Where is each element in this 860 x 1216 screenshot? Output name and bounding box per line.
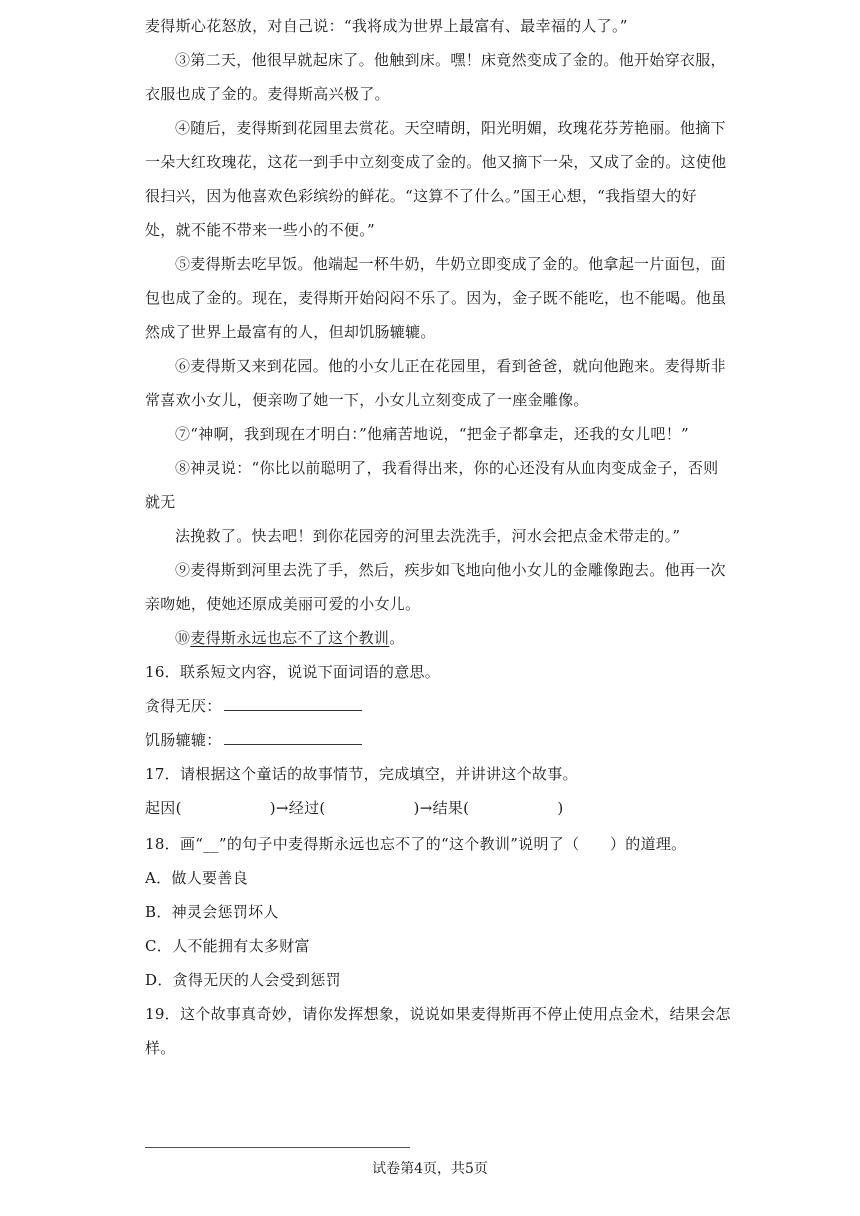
paragraph-10-end: 。 <box>389 629 405 647</box>
underlined-sentence: 麦得斯永远也忘不了这个教训 <box>190 629 390 647</box>
paragraph-8-line: ⑧神灵说：“你比以前聪明了，我看得出来，你的心还没有从血肉变成金子，否则 <box>175 459 719 477</box>
answer-blank[interactable] <box>224 696 362 711</box>
page-footer: 试卷第4页，共5页 <box>372 1161 488 1177</box>
paragraph-line: 然成了世界上最富有的人，但却饥肠辘辘。 <box>145 323 436 341</box>
question-16-item-1 <box>145 696 362 716</box>
paragraph-5-line: ⑤麦得斯去吃早饭。他端起一杯牛奶，牛奶立即变成了金的。他拿起一片面包，面 <box>175 255 726 273</box>
paragraph-9-line: ⑨麦得斯到河里去洗了手，然后，疾步如飞地向他小女儿的金雕像跑去。他再一次 <box>175 561 726 579</box>
option-a[interactable]: A．做人要善良 <box>145 869 248 887</box>
question-17-plot-chain <box>145 798 563 818</box>
question-18-title: 18．画“__”的句子中麦得斯永远也忘不了的“这个教训”说明了（ ）的道理。 <box>145 835 687 853</box>
paragraph-6-line: ⑥麦得斯又来到花园。他的小女儿正在花园里，看到爸爸，就向他跑来。麦得斯非 <box>175 357 726 375</box>
paragraph-4-line: ④随后，麦得斯到花园里去赏花。天空晴朗，阳光明媚，玫瑰花芬芳艳丽。他摘下 <box>175 119 726 137</box>
paragraph-10-number: ⑩ <box>175 629 191 647</box>
paragraph-line: 亲吻她，使她还原成美丽可爱的小女儿。 <box>145 595 421 613</box>
paragraph-line: 法挽救了。快去吧！到你花园旁的河里去洗洗手，河水会把点金术带走的。” <box>175 527 681 545</box>
paragraph-line: 常喜欢小女儿，便亲吻了她一下，小女儿立刻变成了一座金雕像。 <box>145 391 589 409</box>
paragraph-line: 处，就不能不带来一些小的不便。” <box>145 221 375 239</box>
paragraph-line: 衣服也成了金的。麦得斯高兴极了。 <box>145 85 390 103</box>
paragraph-3-line: ③第二天，他很早就起床了。他触到床。嘿！床竟然变成了金的。他开始穿衣服， <box>175 51 726 69</box>
answer-blank[interactable] <box>224 730 362 745</box>
option-b[interactable]: B．神灵会惩罚坏人 <box>145 903 279 921</box>
close-paren: ) <box>557 799 564 817</box>
paragraph-line: 一朵大红玫瑰花，这花一到手中立刻变成了金的。他又摘下一朵，又成了金的。这使他 <box>145 153 727 171</box>
cause-label: 起因( <box>145 799 182 817</box>
question-19-line-2: 样。 <box>145 1039 176 1057</box>
footer-divider <box>145 1147 410 1148</box>
result-label: )→结果( <box>413 799 470 817</box>
paragraph-line: 包也成了金的。现在，麦得斯开始闷闷不乐了。因为，金子既不能吃，也不能喝。他虽 <box>145 289 727 307</box>
question-17-title: 17．请根据这个童话的故事情节，完成填空，并讲讲这个故事。 <box>145 765 578 783</box>
process-label: )→经过( <box>269 799 326 817</box>
question-16-title: 16．联系短文内容，说说下面词语的意思。 <box>145 663 441 681</box>
paragraph-7-line: ⑦“神啊，我到现在才明白：”他痛苦地说，“把金子都拿走，还我的女儿吧！” <box>175 425 689 443</box>
paragraph-line: 麦得斯心花怒放，对自己说：“我将成为世界上最富有、最幸福的人了。” <box>145 17 628 35</box>
option-c[interactable]: C．人不能拥有太多财富 <box>145 937 310 955</box>
paragraph-line: 就无 <box>145 493 176 511</box>
question-19-line-1: 19．这个故事真奇妙，请你发挥想象，说说如果麦得斯再不停止使用点金术，结果会怎 <box>145 1005 731 1023</box>
question-16-item-2 <box>145 730 362 750</box>
option-d[interactable]: D．贪得无厌的人会受到惩罚 <box>145 971 341 989</box>
paragraph-10 <box>175 628 405 648</box>
term-label: 饥肠辘辘： <box>145 731 222 749</box>
term-label: 贪得无厌： <box>145 697 222 715</box>
paragraph-line: 很扫兴，因为他喜欢色彩缤纷的鲜花。“这算不了什么。”国王心想，“我指望大的好 <box>145 187 697 205</box>
